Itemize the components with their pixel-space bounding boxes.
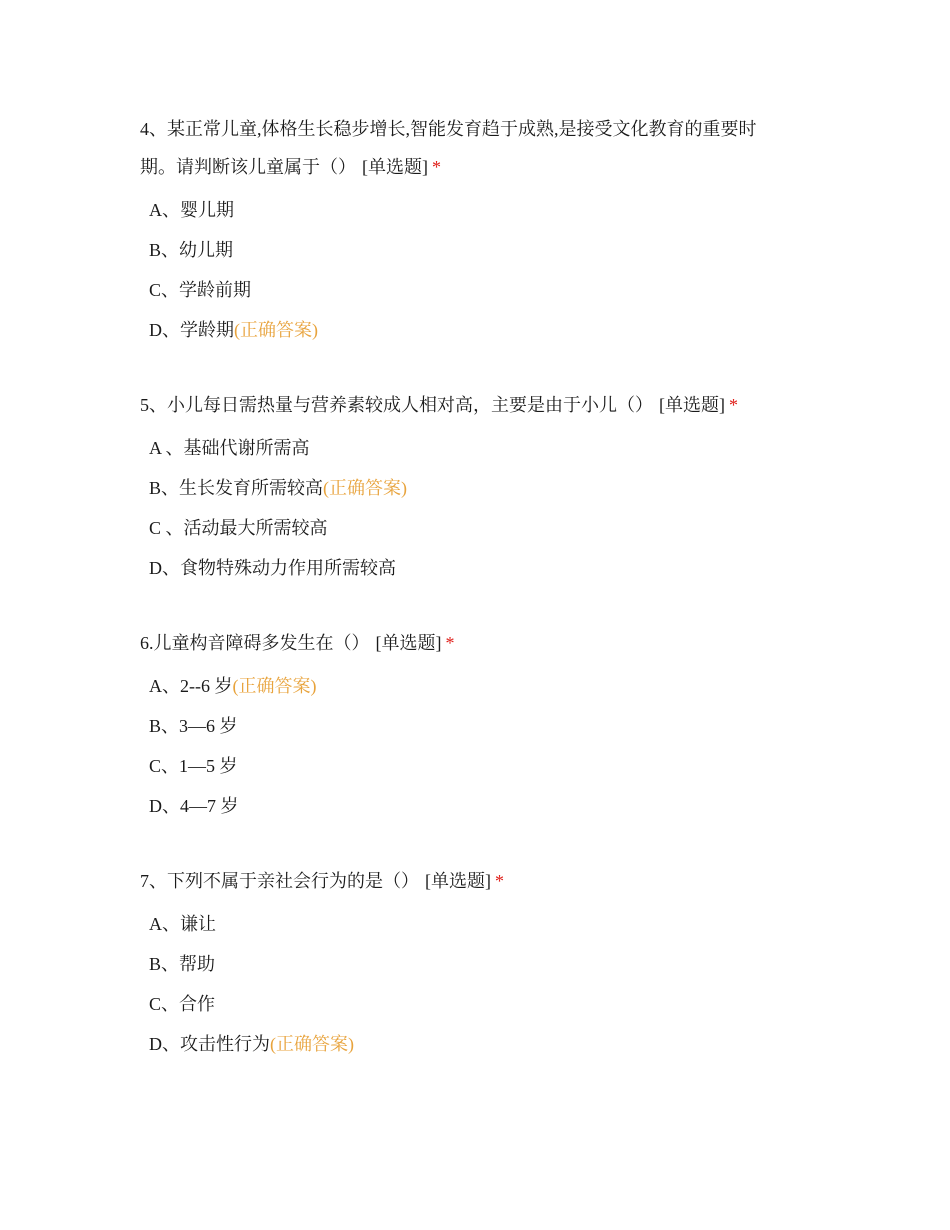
option-c[interactable] bbox=[140, 270, 790, 310]
option-text: B、帮助 bbox=[149, 954, 216, 974]
correct-answer-label: (正确答案) bbox=[234, 320, 318, 340]
question-type-label: [单选题] bbox=[362, 157, 428, 177]
option-text: A 、基础代谢所需高 bbox=[149, 438, 310, 458]
option-b[interactable] bbox=[140, 230, 790, 270]
option-text: C 、活动最大所需较高 bbox=[149, 518, 328, 538]
question-text: 7、下列不属于亲社会行为的是（） bbox=[140, 871, 419, 891]
option-text: C、学龄前期 bbox=[149, 280, 252, 300]
option-d[interactable] bbox=[140, 1024, 790, 1064]
correct-answer-label: (正确答案) bbox=[270, 1034, 354, 1054]
option-a[interactable] bbox=[140, 904, 790, 944]
option-text: C、1—5 岁 bbox=[149, 756, 238, 776]
question-title bbox=[140, 862, 790, 900]
question-6 bbox=[140, 624, 790, 826]
question-4 bbox=[140, 110, 790, 350]
option-list bbox=[140, 904, 790, 1064]
question-title bbox=[140, 624, 790, 662]
option-list bbox=[140, 428, 790, 588]
question-title bbox=[140, 386, 790, 424]
option-b[interactable] bbox=[140, 468, 790, 508]
option-list bbox=[140, 666, 790, 826]
option-text: D、4—7 岁 bbox=[149, 796, 239, 816]
option-b[interactable] bbox=[140, 944, 790, 984]
option-a[interactable] bbox=[140, 190, 790, 230]
option-text: C、合作 bbox=[149, 994, 216, 1014]
option-c[interactable] bbox=[140, 508, 790, 548]
option-d[interactable] bbox=[140, 548, 790, 588]
question-title bbox=[140, 110, 790, 186]
required-mark: * bbox=[432, 157, 441, 177]
question-7 bbox=[140, 862, 790, 1064]
question-type-label: [单选题] bbox=[375, 633, 442, 653]
option-text: B、生长发育所需较高 bbox=[149, 478, 324, 498]
required-mark: * bbox=[445, 633, 455, 653]
option-text: D、学龄期 bbox=[149, 320, 234, 340]
option-text: D、攻击性行为 bbox=[149, 1034, 270, 1054]
question-text: 4、某正常儿童,体格生长稳步增长,智能发育趋于成熟,是接受文化教育的重要时期。请判断该儿童属于（） bbox=[140, 119, 757, 177]
option-a[interactable] bbox=[140, 428, 790, 468]
question-5 bbox=[140, 386, 790, 588]
question-text: 6.儿童构音障碍多发生在（） bbox=[140, 633, 370, 653]
option-b[interactable] bbox=[140, 706, 790, 746]
question-type-label: [单选题] bbox=[659, 395, 725, 415]
correct-answer-label: (正确答案) bbox=[232, 676, 317, 696]
option-c[interactable] bbox=[140, 984, 790, 1024]
correct-answer-label: (正确答案) bbox=[323, 478, 408, 498]
option-d[interactable] bbox=[140, 310, 790, 350]
option-text: A、婴儿期 bbox=[149, 200, 234, 220]
option-c[interactable] bbox=[140, 746, 790, 786]
question-text: 5、小儿每日需热量与营养素较成人相对高，主要是由于小儿（） bbox=[140, 395, 653, 415]
option-text: D、食物特殊动力作用所需较高 bbox=[149, 558, 396, 578]
option-list bbox=[140, 190, 790, 350]
option-d[interactable] bbox=[140, 786, 790, 826]
question-type-label: [单选题] bbox=[425, 871, 491, 891]
questionnaire-page bbox=[140, 110, 790, 1100]
option-text: B、3—6 岁 bbox=[149, 716, 238, 736]
option-text: A、谦让 bbox=[149, 914, 216, 934]
required-mark: * bbox=[729, 395, 738, 415]
required-mark: * bbox=[495, 871, 504, 891]
option-text: A、2--6 岁 bbox=[149, 676, 233, 696]
option-a[interactable] bbox=[140, 666, 790, 706]
option-text: B、幼儿期 bbox=[149, 240, 234, 260]
